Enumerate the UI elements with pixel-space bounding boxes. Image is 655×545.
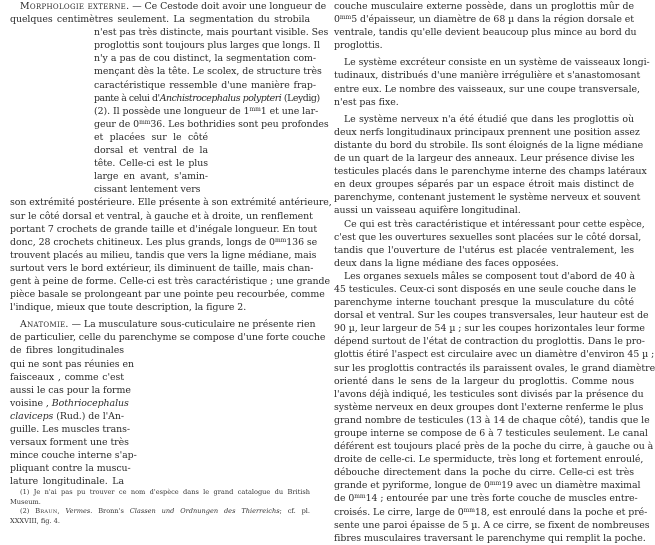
footnote-1: (1) Je n'ai pas pu trouver ce nom d'espèce dans le grand catalogue du British [20,488,310,496]
text-line: large en avant, s'amin- [94,171,208,183]
section-anatomie [10,318,326,488]
text-line: geur de $0^{mm}36$. Les bothridies sont peu profondes [94,118,329,130]
text-line: fibres musculaires traversant le parenchyme qui remplit la poche. [334,532,646,544]
text-line: donc, 28 crochets chitineux. Les plus grands, longs de $0^{mm}136$ se [10,236,318,248]
text-line: proglottis sont toujours plus larges que longs. Il [94,40,321,52]
text-line: ventrale, tandis qu'elle devient beaucoup plus mince au bord du [334,27,637,39]
text-line: surtout vers le bord extérieur, ils diminuent de taille, mais chan- [10,262,314,274]
text-line: versaux forment une très [10,437,129,449]
text-line: n'y a pas de cou distinct, la segmentation com- [94,53,316,65]
text-line: quelques centimètres seulement. La segmentation du strobila [10,14,310,26]
text-line: débouche directement dans la poche du cirre. Celle-ci est très [334,467,634,479]
text-line: parenchyme, contenant justement le système nerveux et souvent [334,192,641,204]
text-line: testicules placés dans le parenchyme interne des champs latéraux [334,166,647,178]
text-line: aussi un vaisseau aquifère longitudinal. [334,205,521,217]
text-line: de fibres longitudinales [10,345,124,357]
text-line: tudinaux, distribués d'une manière irrégulière et s'anastomosant [334,70,641,82]
text-line: sente une paroi épaisse de 5 µ. A ce cirre, se fixent de nombreuses [334,519,650,531]
text-line: de un quart de la largeur des anneaux. Leur présence divise les [334,153,635,165]
text-line: mençant dès la tête. Le scolex, de structure très [94,66,322,78]
text-line: lature longitudinale. La [10,476,124,488]
right-column [334,0,655,545]
text-line: distante du bord du strobile. Ils sont éloignés de la ligne médiane [334,139,644,151]
text-line: parenchyme interne touchant presque la musculature du côté [334,297,634,309]
text-line: $0^{mm}5$ d'épaisseur, un diamètre de 68 µ dans la région dorsale et [334,14,634,26]
text-line: et placées sur le côté [94,131,208,143]
text-line: voisine , Bothriocephalus [10,397,129,409]
text-line: guille. Les muscles trans- [10,424,130,435]
text-line: croisés. Le cirre, large de $0^{mm}18$, est enroulé dans la poche et pré- [334,506,648,518]
footnote-2-cont: XXXVIII, fig. 4. [10,516,60,525]
text-line: cissant lentement vers [94,184,201,196]
text-line: entre eux. Le nombre des vaisseaux, sur une coupe transversale, [334,83,640,95]
text-line: dorsal et ventral de la [94,145,208,157]
text-line: aussi le cas pour la forme [10,384,131,396]
text-line: faisceaux , comme c'est [10,371,124,383]
section-heading: Morphologie externe. [20,1,130,12]
text-line: proglottis. [334,40,383,52]
text-line: déférent est toujours placé près de la poche du cirre, à gauche ou à [334,441,654,453]
footnotes [10,488,310,526]
text-line: dorsal et ventral. Sur les coupes transversales, leur hauteur est de [334,310,649,322]
text-line: grand nombre de testicules (13 à 14 de chaque côté), tandis que le [334,414,650,426]
species-name: claviceps [10,410,54,422]
section-heading: Anatomie. [20,319,69,331]
text-line: (2). Il possède une longueur de $1^{mm}1$ et une lar- [94,105,319,117]
text-line: caractéristique ressemble d'une manière frap- [94,79,316,91]
text-line: 45 testicules. Ceux-ci sont disposés en une seule couche dans le [334,283,637,295]
text-line: pliquant contre la muscu- [10,463,131,475]
text-line: de particulier, celle du parenchyme se compose d'une forte couche [10,332,326,344]
left-column [10,0,332,488]
footnote-author: Braun [35,507,58,516]
text-line: 90 µ, leur largeur de 54 µ ; sur les coupes horizontales leur forme [334,323,645,335]
text-line: en deux groupes séparés par un espace étroit mais distinct de [334,179,634,191]
text-line: droite de celle-ci. Le spermiducte, très long et fortement enroulé, [334,454,644,466]
text-line: de $0^{mm}14$ ; entourée par une très forte couche de muscles entre- [334,493,638,505]
species-name: Anchistrocephalus polypteri [159,92,282,104]
text-line: gent à peine de forme. Celle-ci est très caractéristique ; une grande [10,275,330,287]
text-line: Le système nerveux n'a été étudié que dans les proglottis où [344,113,634,125]
text-line: Anatomie. — La musculature sous-cuticulaire ne présente rien [20,319,316,331]
text-line: Ce qui est très caractéristique et intéressant pour cette espèce, [344,218,645,230]
text-line: c'est que les ouvertures sexuelles sont placées sur le côté dorsal, [334,231,642,243]
text-line: système nerveux en deux groupes dont l'externe renferme le plus [334,401,644,413]
text-line: trouvent placés au milieu, tandis que vers la ligne médiane, mais [10,249,317,261]
text-line: sur les proglottis contractés ils paraissent ovales, le grand diamètre [334,362,655,374]
text-line: Le système excréteur consiste en un système de vaisseaux longi- [344,57,650,69]
text-line: deux dans la ligne médiane des faces opposées. [334,257,559,269]
text-line: Les organes sexuels mâles se composent tout d'abord de 40 à [344,270,635,282]
text-line: son extrémité postérieure. Elle présente à son extrémité antérieure, [10,197,332,209]
text-line: deux nerfs longitudinaux principaux prennent une position assez [334,126,640,138]
text-line: qui ne sont pas réunies en [10,358,134,370]
text-line: groupe interne se compose de 6 à 7 testicules seulement. Le canal [334,428,648,439]
species-name: Bothriocephalus [51,397,129,409]
section-morphologie [10,0,332,314]
text-line: claviceps (Rud.) de l'An- [10,410,124,422]
text-line: l'avons déjà indiqué, les testicules sont divisés par la présence du [334,388,644,400]
text-line: sur le côté dorsal et ventral, à gauche et à droite, un renflement [10,210,313,222]
text-line: Morphologie externe. — Ce Cestode doit avoir une longueur de [20,1,327,12]
footnote-2: (2) Braun, Vermes. Bronn's Classen und Ordnungen des Thierreichs; cf. pl. [20,507,310,516]
text-line: tête. Celle-ci est le plus [94,158,208,170]
text-line: mince couche interne s'ap- [10,450,137,462]
text-line: tandis que l'ouverture de l'utérus est placée ventralement, les [334,244,634,256]
text-line: couche musculaire externe possède, dans un proglottis mûr de [334,1,634,12]
text-line: portant 7 crochets de grande taille et d'inégale longueur. En tout [10,223,318,235]
text-line: l'indique, mieux que toute description, la figure 2. [10,302,247,314]
text-line: orienté dans le sens de la largeur du proglottis. Comme nous [334,375,634,387]
text-line: dépend surtout de l'état de contraction du proglottis. Dans le pro- [334,336,645,348]
text-line: n'est pas très distincte, mais pourtant visible. Ses [94,27,329,39]
text-line: glottis étiré l'aspect est circulaire avec un diamètre d'environ 45 µ ; [334,349,655,361]
text-line: pante à celui d'Anchistrocephalus polypteri (Leydig) [94,92,320,104]
text-line: grande et pyriforme, longue de $0^{mm}19$ avec un diamètre maximal [334,480,641,492]
footnote-1-cont: Museum. [10,497,41,506]
text-line: n'est pas fixe. [334,96,399,108]
text-line: pièce basale se prolongeant par une pointe peu recourbée, comme [10,289,325,301]
species-author: (Leydig) [281,92,320,104]
